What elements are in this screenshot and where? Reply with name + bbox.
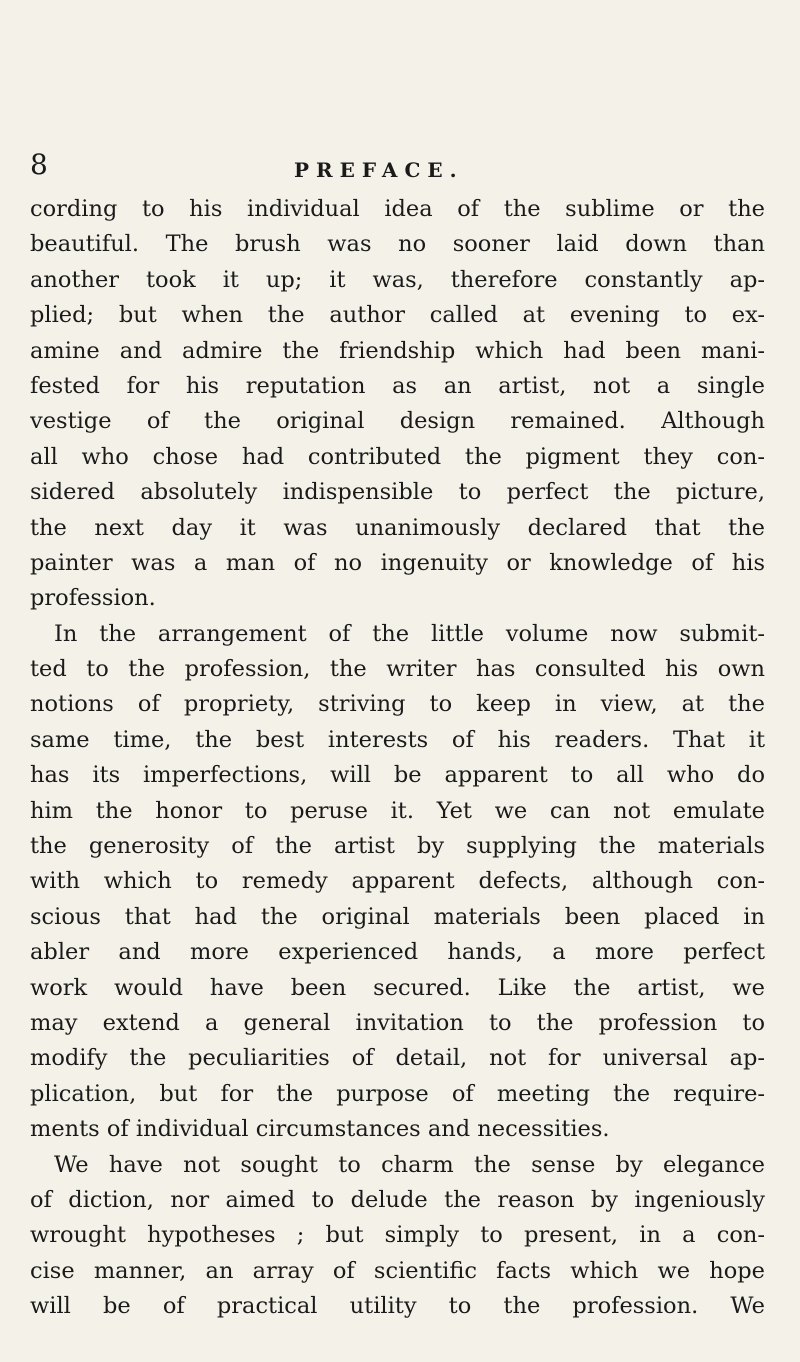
text-line: same time, the best interests of his readers. That it <box>30 726 765 753</box>
text-line: the generosity of the artist by supplying the materials <box>30 833 765 860</box>
text-line: may extend a general invitation to the profession to <box>30 1009 765 1036</box>
text-line: has its imperfections, will be apparent to all who do <box>30 762 765 789</box>
paragraph-start-line: We have not sought to charm the sense by elegance <box>54 1151 765 1178</box>
text-line: him the honor to peruse it. Yet we can not emulate <box>30 797 765 824</box>
page-number: 8 <box>30 148 48 181</box>
text-line: amine and admire the friendship which had been mani- <box>30 337 765 364</box>
text-line: plication, but for the purpose of meeting the require- <box>30 1080 765 1107</box>
text-line: profession. <box>30 585 156 612</box>
body-text <box>30 192 765 1325</box>
text-line: another took it up; it was, therefore constantly ap- <box>30 266 765 293</box>
text-line: vestige of the original design remained. Although <box>30 408 765 435</box>
running-title: PREFACE. <box>294 158 464 182</box>
text-line: with which to remedy apparent defects, although con- <box>30 868 765 895</box>
text-line: plied; but when the author called at evening to ex- <box>30 302 765 329</box>
text-line: abler and more experienced hands, a more perfect <box>30 939 765 966</box>
text-line: wrought hypotheses ; but simply to present, in a con- <box>30 1222 765 1249</box>
paragraph-start-line: In the arrangement of the little volume now submit- <box>54 620 765 647</box>
text-line: cise manner, an array of scientific facts which we hope <box>30 1257 765 1284</box>
text-line: sidered absolutely indispensible to perfect the picture, <box>30 479 765 506</box>
text-line: will be of practical utility to the profession. We <box>30 1293 765 1320</box>
text-line: work would have been secured. Like the artist, we <box>30 974 765 1001</box>
text-line: notions of propriety, striving to keep in view, at the <box>30 691 765 718</box>
text-line: modify the peculiarities of detail, not for universal ap- <box>30 1045 765 1072</box>
text-line: scious that had the original materials been placed in <box>30 903 765 930</box>
text-line: the next day it was unanimously declared that the <box>30 514 765 541</box>
text-line: fested for his reputation as an artist, not a single <box>30 372 765 399</box>
text-line: cording to his individual idea of the sublime or the <box>30 196 765 222</box>
text-line: of diction, nor aimed to delude the reason by ingeniously <box>30 1186 765 1213</box>
text-line: ments of individual circumstances and necessities. <box>30 1116 610 1143</box>
text-line: ted to the profession, the writer has consulted his own <box>30 656 765 683</box>
text-line: painter was a man of no ingenuity or knowledge of his <box>30 549 765 576</box>
text-line: all who chose had contributed the pigment they con- <box>30 443 765 470</box>
text-line: beautiful. The brush was no sooner laid down than <box>30 231 765 258</box>
